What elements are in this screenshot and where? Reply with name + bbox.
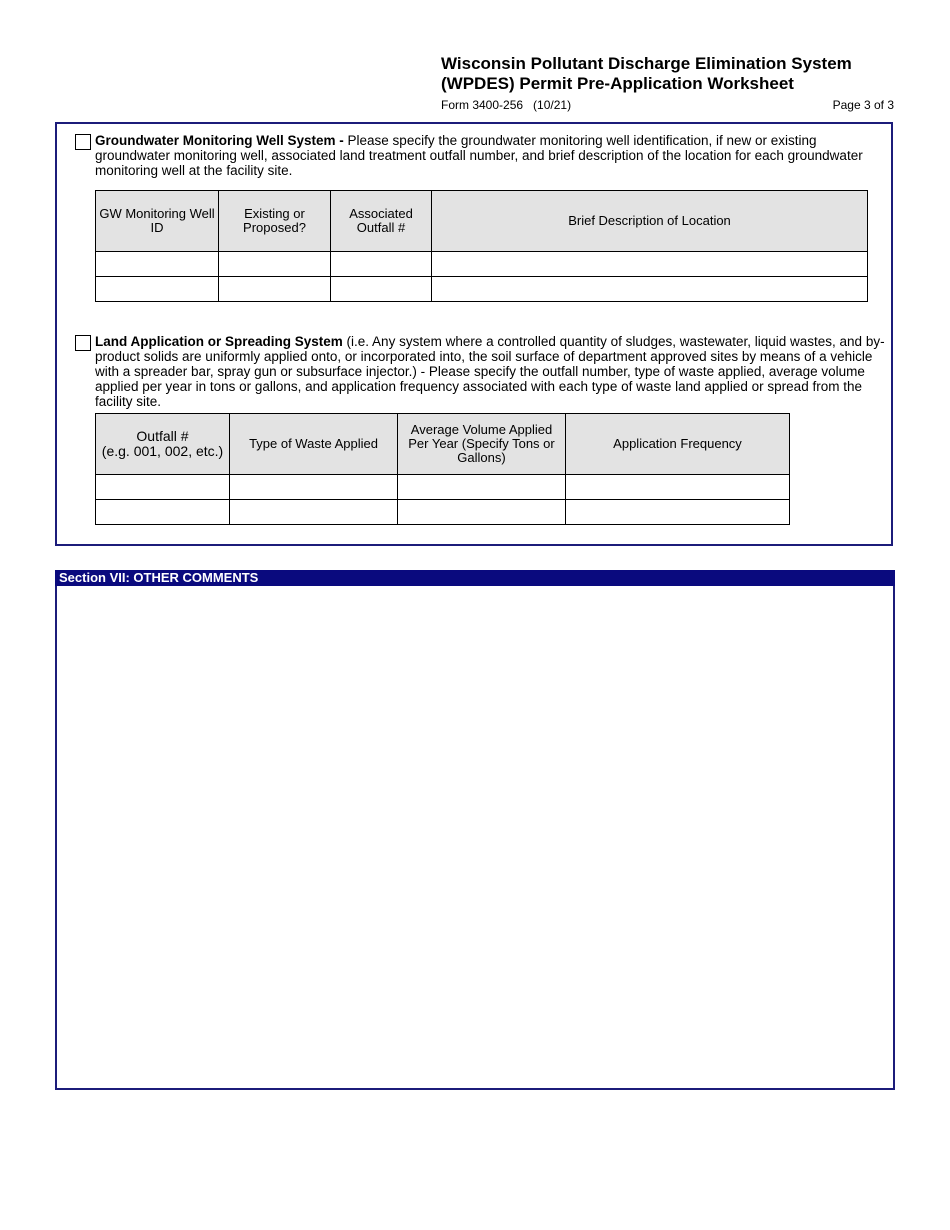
groundwater-table [95,190,868,302]
location-description-cell[interactable] [432,252,868,277]
col-location-description: Brief Description of Location [432,191,868,252]
col-outfall-line2: (e.g. 001, 002, etc.) [101,443,224,459]
groundwater-checkbox[interactable] [75,134,91,150]
average-volume-cell[interactable] [398,475,566,500]
gw-well-id-cell[interactable] [96,277,219,302]
table-row [96,500,790,525]
col-average-volume: Average Volume Applied Per Year (Specify Tons or Gallons) [398,414,566,475]
col-application-frequency: Application Frequency [566,414,790,475]
existing-proposed-cell[interactable] [219,252,331,277]
table-row [96,475,790,500]
waste-type-cell[interactable] [230,500,398,525]
land-application-table [95,413,790,525]
groundwater-text: Please specify the groundwater monitoring well identification, if new or existing groundwater monitoring well, associated land treatment outfall number, and brief description of the location for each groundwater monitoring well at the facility site. [95,133,863,178]
col-associated-outfall: Associated Outfall # [331,191,432,252]
outfall-cell[interactable] [96,500,230,525]
form-title-line2: (WPDES) Permit Pre-Application Worksheet [441,74,794,93]
application-frequency-cell[interactable] [566,475,790,500]
groundwater-description [95,133,885,178]
waste-type-cell[interactable] [230,475,398,500]
col-waste-type: Type of Waste Applied [230,414,398,475]
form-number: Form 3400-256 (10/21) [441,98,572,112]
gw-well-id-cell[interactable] [96,252,219,277]
table-row [96,277,868,302]
existing-proposed-cell[interactable] [219,277,331,302]
other-comments-field[interactable] [55,586,895,1090]
average-volume-cell[interactable] [398,500,566,525]
land-application-description [95,334,891,409]
page-number: Page 3 of 3 [832,98,894,112]
table-row [96,252,868,277]
land-application-heading: Land Application or Spreading System [95,334,343,349]
associated-outfall-cell[interactable] [331,277,432,302]
col-gw-well-id: GW Monitoring Well ID [96,191,219,252]
col-outfall [96,414,230,475]
application-frequency-cell[interactable] [566,500,790,525]
land-application-checkbox[interactable] [75,335,91,351]
associated-outfall-cell[interactable] [331,252,432,277]
col-existing-proposed: Existing or Proposed? [219,191,331,252]
col-outfall-line1: Outfall # [136,428,189,444]
location-description-cell[interactable] [432,277,868,302]
table-header-row [96,191,868,252]
table-header-row [96,414,790,475]
groundwater-heading: Groundwater Monitoring Well System - [95,133,344,148]
section-vii-header: Section VII: OTHER COMMENTS [55,570,895,586]
outfall-cell[interactable] [96,475,230,500]
land-application-text: (i.e. Any system where a controlled quantity of sludges, wastewater, liquid wastes, and by-product solids are uniformly applied onto, or incorporated into, the soil surface of department approved sites by means of a vehicle with a spreader bar, spray gun or subsurface injector.) - Please specify the outfall number, type of waste applied, average volume applied per year in tons or gallons, and application frequency associated with each type of waste land applied or spread from the facility site. [95,334,885,409]
form-title-line1: Wisconsin Pollutant Discharge Elimination System [441,54,852,73]
form-title [441,54,911,94]
